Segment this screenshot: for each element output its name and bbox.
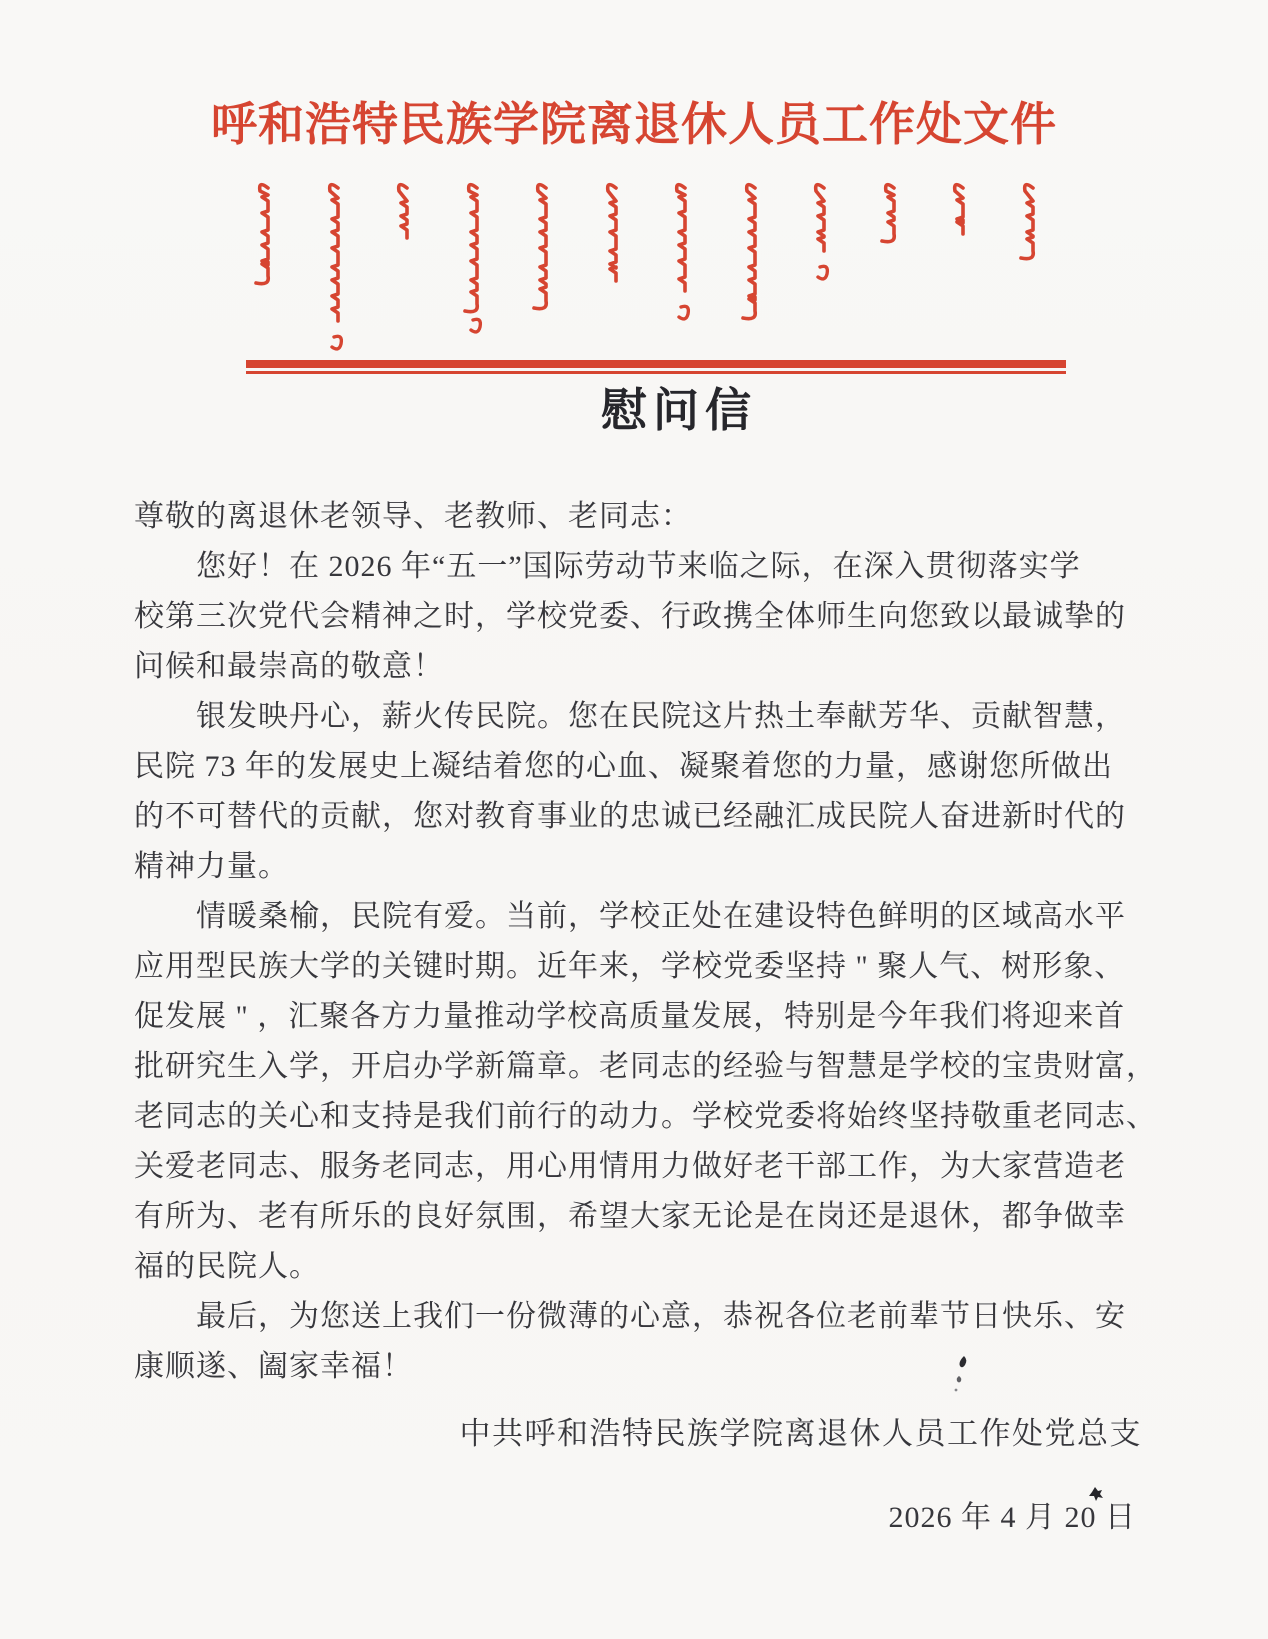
body-line: 情暖桑榆，民院有爱。当前，学校正处在建设特色鲜明的区域高水平 [196,900,1126,933]
mongolian-script-column [667,176,697,335]
mongolian-script-column [737,176,767,333]
red-divider-thick [246,360,1066,368]
mongolian-script-column [806,176,836,295]
ink-speck-icon [950,1352,974,1396]
body-line: 民院 73 年的发展史上凝结着您的心血、凝聚着您的力量，感谢您所做出 [134,750,1113,783]
body-line: 应用型民族大学的关键时期。近年来，学校党委坚持 " 聚人气、树形象、 [134,950,1126,983]
letter-title: 慰问信 [601,385,757,436]
body-line: 银发映丹心，薪火传民院。您在民院这片热土奉献芳华、贡献智慧， [196,700,1126,733]
body-line: 康顺遂、阖家幸福！ [134,1350,413,1383]
body-line: 福的民院人。 [134,1250,320,1283]
body-line: 您好！在 2026 年“五一”国际劳动节来临之际，在深入贯彻落实学 [196,550,1081,583]
mongolian-script-column [459,176,489,348]
body-line: 有所为、老有所乐的良好氛围，希望大家无论是在岗还是退休，都争做幸 [134,1200,1126,1233]
mongolian-script-column [250,176,280,298]
salutation: 尊敬的离退休老领导、老教师、老同志： [134,500,692,533]
document-date: 2026 年 4 月 20 日 [888,1501,1136,1534]
mongolian-script-column [320,176,350,365]
body-line: 的不可替代的贡献，您对教育事业的忠诚已经融汇成民院人奋进新时代的 [134,800,1126,833]
mongolian-script-column [598,176,628,303]
ink-speck-icon [1085,1484,1107,1504]
body-line: 批研究生入学，开启办学新篇章。老同志的经验与智慧是学校的宝贵财富， [134,1050,1157,1083]
mongolian-script [250,176,1045,344]
body-line: 问候和最崇高的敬意！ [134,650,444,683]
mongolian-script-column [528,176,558,323]
mongolian-script-column [389,176,419,260]
mongolian-script-column [876,176,906,256]
letter-body [134,492,1157,1392]
signature-line: 中共呼和浩特民族学院离退休人员工作处党总支 [459,1416,1142,1451]
body-line: 精神力量。 [134,850,289,883]
body-lines [134,542,1157,1392]
org-document-title: 呼和浩特民族学院离退休人员工作处文件 [211,99,1057,150]
body-line: 老同志的关心和支持是我们前行的动力。学校党委将始终坚持敬重老同志、 [134,1100,1157,1133]
mongolian-script-column [945,176,975,256]
body-line: 促发展 " ，汇聚各方力量推动学校高质量发展，特别是今年我们将迎来首 [134,1000,1126,1033]
body-line: 校第三次党代会精神之时，学校党委、行政携全体师生向您致以最诚挚的 [134,600,1126,633]
body-line: 关爱老同志、服务老同志，用心用情用力做好老干部工作，为大家营造老 [134,1150,1126,1183]
mongolian-script-column [1015,176,1045,273]
body-line: 最后，为您送上我们一份微薄的心意，恭祝各位老前辈节日快乐、安 [196,1300,1126,1333]
